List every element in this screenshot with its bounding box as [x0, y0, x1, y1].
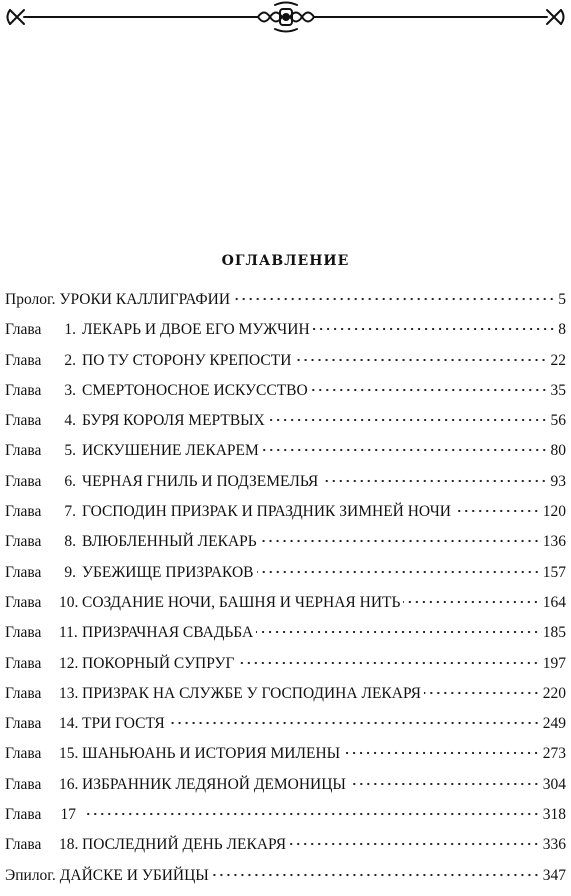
toc-entry[interactable] — [5, 439, 566, 469]
toc-entry[interactable] — [5, 561, 566, 591]
toc-entry-page: 5 — [558, 291, 566, 308]
toc-entry-number: 12. — [59, 654, 79, 672]
toc-entry-label: Глава — [5, 715, 42, 733]
toc-leader-dots — [321, 479, 547, 483]
toc-entry[interactable] — [5, 652, 566, 682]
toc-entry-label: Глава — [5, 472, 42, 490]
toc-entry-number: 13. — [59, 684, 79, 702]
toc-entry-title: СМЕРТОНОСНОЕ ИСКУССТВО — [82, 381, 308, 399]
toc-entry-title: ДАЙСКЕ И УБИЙЦЫ — [59, 866, 209, 884]
toc-entry[interactable] — [5, 864, 566, 894]
toc-entry-title: ПРИЗРАЧНАЯ СВАДЬБА — [82, 624, 254, 642]
toc-entry-title: ПРИЗРАК НА СЛУЖБЕ У ГОСПОДИНА ЛЕКАРЯ — [82, 684, 421, 702]
toc-entry-title: ИСКУШЕНИЕ ЛЕКАРЕМ — [82, 442, 259, 460]
toc-entry-title: ПО ТУ СТОРОНУ КРЕПОСТИ — [82, 351, 292, 369]
toc-entry-label: Глава — [5, 806, 42, 824]
toc-entry-label: Глава — [5, 593, 42, 611]
toc-entry-number: 18. — [59, 836, 79, 854]
toc-entry[interactable] — [5, 803, 566, 833]
toc-entry-label: Глава — [5, 624, 42, 642]
toc-leader-dots — [260, 539, 540, 543]
toc-entry[interactable] — [5, 773, 566, 803]
toc-entry-label: Пролог. — [5, 291, 56, 308]
toc-entry-page: 8 — [558, 321, 566, 339]
toc-entry[interactable] — [5, 621, 566, 651]
toc-entry-label: Глава — [5, 412, 42, 430]
toc-entry-title: ПОКОРНЫЙ СУПРУГ — [82, 654, 235, 672]
toc-entry-label: Глава — [5, 654, 42, 672]
toc-entry-label: Глава — [5, 836, 42, 854]
toc-entry-label: Глава — [5, 442, 42, 460]
toc-entry-page: 93 — [550, 472, 566, 490]
toc-entry[interactable] — [5, 682, 566, 712]
toc-entry-number: 15. — [59, 745, 79, 763]
toc-entry-page: 136 — [542, 533, 566, 551]
toc-entry-label: Глава — [5, 321, 42, 339]
toc-entry-page: 22 — [550, 351, 566, 369]
toc-entry[interactable] — [5, 409, 566, 439]
toc-leader-dots — [311, 388, 548, 392]
toc-leader-dots — [268, 418, 548, 422]
toc-entry-number: 17 — [60, 806, 76, 824]
toc-entry[interactable] — [5, 500, 566, 530]
toc-entry-page: 220 — [542, 684, 566, 702]
toc-entry-number: 14. — [59, 715, 79, 733]
toc-entry[interactable] — [5, 318, 566, 348]
toc-entry-label: Глава — [5, 351, 42, 369]
toc-leader-dots — [233, 297, 555, 301]
decorative-ornament-border-icon — [0, 0, 571, 34]
toc-entry-label: Эпилог. — [5, 866, 56, 884]
toc-list — [5, 288, 566, 894]
toc-entry-title: ШАНЬЮАНЬ И ИСТОРИЯ МИЛЕНЫ — [82, 745, 341, 763]
toc-entry-number: 11. — [59, 624, 78, 642]
toc-entry-number: 8. — [64, 533, 76, 551]
toc-entry-label: Глава — [5, 381, 42, 399]
toc-entry-label: Глава — [5, 533, 42, 551]
toc-entry-page: 157 — [542, 563, 566, 581]
toc-leader-dots — [349, 782, 540, 786]
toc-entry-number: 16. — [59, 775, 79, 793]
toc-entry[interactable] — [5, 833, 566, 863]
toc-entry-number: 5. — [64, 442, 76, 460]
toc-entry-number: 3. — [64, 381, 76, 399]
toc-entry-page: 273 — [542, 745, 566, 763]
toc-entry-page: 164 — [542, 593, 566, 611]
toc-leader-dots — [289, 842, 540, 846]
toc-entry-number: 7. — [64, 503, 76, 521]
toc-entry-title: УРОКИ КАЛЛИГРАФИИ — [59, 291, 231, 308]
toc-entry-label: Глава — [5, 745, 42, 763]
toc-entry-page: 56 — [550, 412, 566, 430]
toc-leader-dots — [168, 721, 540, 725]
toc-entry-title: ИЗБРАННИК ЛЕДЯНОЙ ДЕМОНИЦЫ — [82, 775, 346, 793]
toc-entry[interactable] — [5, 742, 566, 772]
toc-leader-dots — [403, 600, 539, 604]
toc-entry-label: Глава — [5, 563, 42, 581]
toc-entry-number: 6. — [64, 472, 76, 490]
toc-entry-title: ЧЕРНАЯ ГНИЛЬ И ПОДЗЕМЕЛЬЯ — [82, 472, 319, 490]
toc-entry[interactable] — [5, 712, 566, 742]
toc-entry-number: 1. — [64, 321, 76, 339]
toc-entry-number: 4. — [64, 412, 76, 430]
toc-entry[interactable] — [5, 349, 566, 379]
toc-entry-page: 35 — [550, 381, 566, 399]
toc-entry-page: 249 — [542, 715, 566, 733]
toc-entry-title: ТРИ ГОСТЯ — [82, 715, 165, 733]
toc-leader-dots — [262, 448, 548, 452]
toc-entry[interactable] — [5, 288, 566, 318]
toc-title: оглавление — [221, 246, 350, 270]
toc-leader-dots — [424, 691, 540, 695]
toc-entry-number: 2. — [64, 351, 76, 369]
toc-entry-page: 80 — [550, 442, 566, 460]
toc-entry-page: 185 — [542, 624, 566, 642]
toc-entry-title: ВЛЮБЛЕННЫЙ ЛЕКАРЬ — [82, 533, 257, 551]
toc-entry-title: БУРЯ КОРОЛЯ МЕРТВЫХ — [82, 412, 265, 430]
toc-entry-title: ЛЕКАРЬ И ДВОЕ ЕГО МУЖЧИН — [82, 321, 310, 339]
toc-leader-dots — [85, 812, 540, 816]
toc-entry-page: 120 — [542, 503, 566, 521]
toc-leader-dots — [237, 661, 539, 665]
toc-leader-dots — [294, 358, 547, 362]
toc-entry-page: 347 — [542, 866, 566, 884]
toc-entry[interactable] — [5, 470, 566, 500]
toc-leader-dots — [343, 751, 540, 755]
toc-leader-dots — [257, 570, 540, 574]
toc-leader-dots — [212, 873, 540, 877]
toc-entry-page: 318 — [542, 806, 566, 824]
toc-leader-dots — [313, 327, 556, 331]
toc-entry-title: УБЕЖИЩЕ ПРИЗРАКОВ — [82, 563, 254, 581]
toc-leader-dots — [256, 630, 540, 634]
toc-entry[interactable] — [5, 379, 566, 409]
toc-entry[interactable] — [5, 530, 566, 560]
toc-entry-label: Глава — [5, 684, 42, 702]
toc-entry-number: 10. — [59, 593, 79, 611]
toc-entry-page: 336 — [542, 836, 566, 854]
toc-entry-title: СОЗДАНИЕ НОЧИ, БАШНЯ И ЧЕРНАЯ НИТЬ — [82, 593, 401, 611]
toc-entry-number: 9. — [64, 563, 76, 581]
toc-entry[interactable] — [5, 591, 566, 621]
toc-leader-dots — [454, 509, 540, 513]
toc-entry-label: Глава — [5, 503, 42, 521]
toc-entry-page: 197 — [542, 654, 566, 672]
toc-entry-title: ПОСЛЕДНИЙ ДЕНЬ ЛЕКАРЯ — [82, 836, 287, 854]
toc-entry-title: ГОСПОДИН ПРИЗРАК И ПРАЗДНИК ЗИМНЕЙ НОЧИ — [82, 503, 452, 521]
toc-entry-label: Глава — [5, 775, 42, 793]
toc-entry-page: 304 — [542, 775, 566, 793]
